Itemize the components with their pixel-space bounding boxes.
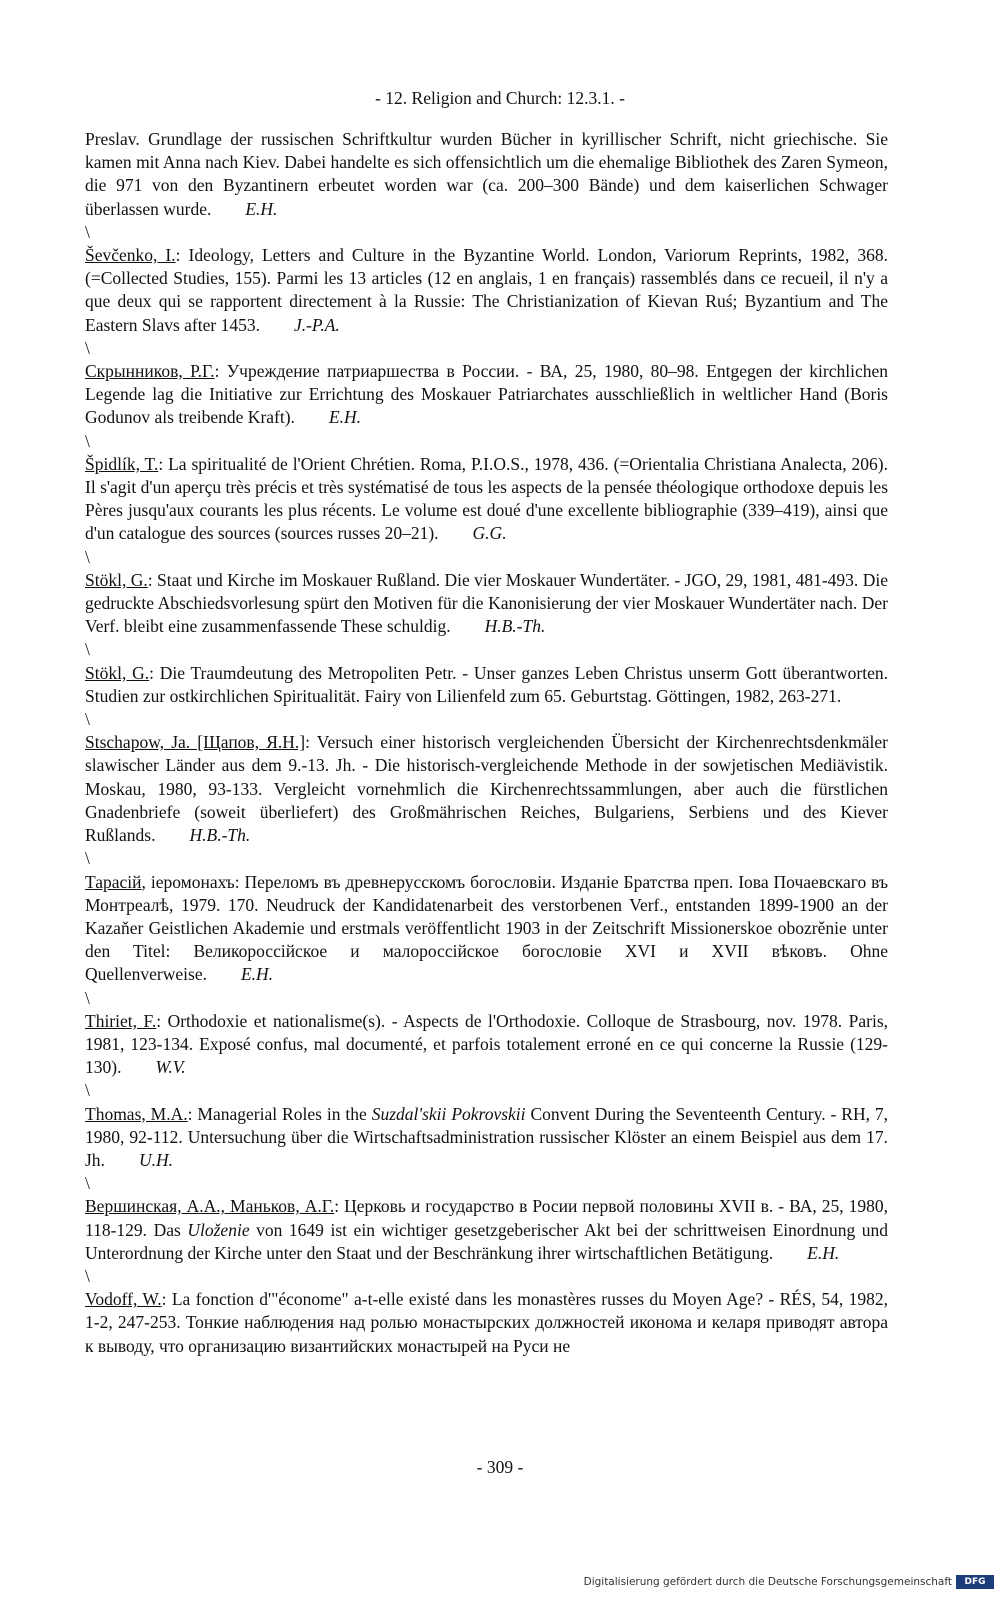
entry-separator: \ xyxy=(85,337,90,358)
digitization-footer xyxy=(584,1575,994,1589)
running-head: - 12. Religion and Church: 12.3.1. - xyxy=(375,88,625,108)
reviewer-initials: W.V. xyxy=(155,1057,186,1078)
entry-author: Скрынников, Р.Г. xyxy=(85,361,215,382)
bibliography-entry xyxy=(85,662,888,708)
reviewer-initials: H.B.-Th. xyxy=(484,616,546,637)
entry-separator: \ xyxy=(85,987,90,1008)
entry-text: : Die Traumdeutung des Metropoliten Petr. - Unser ganzes Leben Christus unserm Gott überantworten. Studien zur ostkirchlichen Spiritualität. Fairy von Lilienfeld zum 65. Geburtstag. Göttingen, 1982, 263-271. xyxy=(85,662,888,706)
entry-author: Vodoff, W. xyxy=(85,1289,162,1310)
entry-separator: \ xyxy=(85,639,90,660)
entry-text: : La spiritualité de l'Orient Chrétien. Roma, P.I.O.S., 1978, 436. (=Orientalia Christiana Analecta, 206). Il s'agit d'un aperçu très précis et très systématisé de tous les aspects de la pensée théologique orthodoxe depuis les Pères jusqu'aux courants les plus récents. Le volume est doué d'une excellente bibliographie (339–419), ainsi que d'un catalogue des sources (sources russes 20–21). xyxy=(85,453,889,544)
entry-text: : La fonction d'"économe" a-t-elle existé dans les monastères russes du Moyen Age? - RÉS, 54, 1982, 1-2, 247-253. Тонкие наблюдения над ролью монастырских должностей иконома и келаря приводят автора к выводу, что организацию византийских монастырей на Руси не xyxy=(85,1289,888,1356)
bibliography-entry xyxy=(85,360,888,430)
page-number: - 309 - xyxy=(476,1457,524,1477)
footer-text: Digitalisierung gefördert durch die Deutsche Forschungsgemeinschaft xyxy=(583,1576,952,1588)
bibliography-entry xyxy=(85,128,888,221)
entry-separator: \ xyxy=(85,1265,90,1286)
entry-text: , іеромонахъ: Переломъ въ древнерусскомъ богословіи. Изданіе Братства преп. Іова Почаевскаго въ Монтреалѣ, 1979. 170. Neudruck der Kandidatenarbeit des verstorbenen Verf., entstanden 1899-1900 an der Kazaňer Geistlichen Akademie und erstmals veröffentlicht 1903 in der Zeitschrift Missionerskoe obozrěnie unter den Titel: Великороссійское и малороссійское богословіе XVI и XVII вѣковъ. Ohne Quellenverweise. xyxy=(85,871,888,985)
reviewer-initials: J.-P.A. xyxy=(293,314,340,335)
entry-text: Convent During the Seventeenth Century. - RH, 7, 1980, 92-112. Untersuchung über die Wirtschaftsadministration russischer Klöster an einem Beispiel aus dem 17. Jh. xyxy=(85,1103,889,1170)
entry-author: Stschapow, Ja. [Щапов, Я.Н.] xyxy=(85,732,306,753)
entry-author: Stökl, G. xyxy=(85,662,150,683)
entry-author: Stökl, G. xyxy=(85,569,148,590)
bibliography-entry xyxy=(85,1010,888,1080)
entry-text: : Orthodoxie et nationalisme(s). - Aspects de l'Orthodoxie. Colloque de Strasbourg, nov. 1978. Paris, 1981, 123-134. Exposé confus, mal documenté, et parfois totalement erroné en ce qui concerne la Russie (129-130). xyxy=(85,1010,888,1078)
entry-separator: \ xyxy=(85,709,90,730)
bibliography-entry xyxy=(85,731,888,847)
bibliography-entry xyxy=(85,244,888,337)
reviewer-initials: E.H. xyxy=(245,198,278,219)
reviewer-initials: H.B.-Th. xyxy=(189,825,251,846)
entry-author: Ševčenko, I. xyxy=(85,245,176,266)
entry-separator: \ xyxy=(85,546,90,567)
bibliography-entry xyxy=(85,453,888,546)
entry-separator: \ xyxy=(85,221,90,242)
entry-italic-title: Suzdal'skii Pokrovskii xyxy=(371,1103,526,1124)
entry-text: : Ideology, Letters and Culture in the Byzantine World. London, Variorum Reprints, 1982, 368. (=Collected Studies, 155). Parmi les 13 articles (12 en anglais, 1 en français) rassemblés dans ce recueil, il n'y a que deux qui se rapportent directement à la Russie: The Christianization of Kievan Ruś; Byzantium and The Eastern Slavs after 1453. xyxy=(85,245,888,335)
entry-author: Вершинская, А.А., Маньков, А.Г. xyxy=(85,1196,335,1217)
bibliography-entry xyxy=(85,569,888,639)
reviewer-initials: G.G. xyxy=(472,523,507,544)
entry-text: : Managerial Roles in the xyxy=(187,1103,372,1124)
reviewer-initials: E.H. xyxy=(328,407,362,428)
dfg-logo-icon: DFG xyxy=(956,1575,994,1589)
entry-author: Špidlík, T. xyxy=(85,453,159,474)
entry-separator: \ xyxy=(85,430,90,451)
bibliography-entry xyxy=(85,1288,888,1358)
entry-separator: \ xyxy=(85,1173,90,1194)
bibliography-entry xyxy=(85,871,888,987)
entry-author: Тарасій xyxy=(85,871,142,892)
entry-author: Thomas, M.A. xyxy=(85,1103,188,1124)
reviewer-initials: E.H. xyxy=(240,964,274,985)
entry-text: : Церковь и государство в Росии первой половины XVII в. - ВА, 25, 1980, 118-129. Das xyxy=(85,1196,888,1240)
bibliography-body xyxy=(85,128,888,1358)
entry-text: von 1649 ist ein wichtiger gesetzgeberischer Akt bei der schrittweisen Einordnung und Unterordnung der Kirche unter den Staat und der Beschränkung ihrer wirtschaftlichen Betätigung. xyxy=(85,1219,888,1263)
bibliography-entry xyxy=(85,1103,888,1173)
entry-separator: \ xyxy=(85,848,90,869)
entry-italic-term: Uloženie xyxy=(187,1219,250,1240)
reviewer-initials: E.H. xyxy=(807,1242,840,1263)
entry-text: : Staat und Kirche im Moskauer Rußland. Die vier Moskauer Wundertäter. - JGO, 29, 1981, 481-493. Die gedruckte Abschiedsvorlesung spürt den Motiven für die Kanonisierung der vier Moskauer Wundertäter nach. Der Verf. bleibt eine zusammenfassende These schuldig. xyxy=(85,569,888,637)
entry-author: Thiriet, F. xyxy=(85,1010,157,1031)
entry-text: : Учреждение патриаршества в России. - ВА, 25, 1980, 80–98. Entgegen der kirchlichen Legende lag die Initiative zur Errichtung des Moskauer Patriarchates ausschließlich in weltlicher Hand (Boris Godunov als treibende Kraft). xyxy=(85,361,889,428)
entry-text: : Versuch einer historisch vergleichenden Übersicht der Kirchenrechtsdenkmäler slawischer Länder aus dem 9.-13. Jh. - Die historisch-vergleichende Methode in der sowjetischen Mediävistik. Moskau, 1980, 93-133. Vergleicht vornehmlich die Kirchenrechtssammlungen, aber auch die fürstlichen Gnadenbriefe (soweit überliefert) des Großmährischen Reiches, Bulgariens, Serbiens und des Kiever Rußlands. xyxy=(85,732,888,846)
bibliography-entry xyxy=(85,1195,888,1265)
reviewer-initials: U.H. xyxy=(138,1149,173,1170)
entry-separator: \ xyxy=(85,1080,90,1101)
entry-text: Preslav. Grundlage der russischen Schriftkultur wurden Bücher in kyrillischer Schrift, nicht griechische. Sie kamen mit Anna nach Kiev. Dabei handelte es sich offensichtlich um die ehemalige Bibliothek des Zaren Symeon, die 971 von den Byzantinern erbeutet worden war (ca. 200–300 Bände) und dem kaiserlichen Schwager überlassen wurde. xyxy=(85,129,888,219)
